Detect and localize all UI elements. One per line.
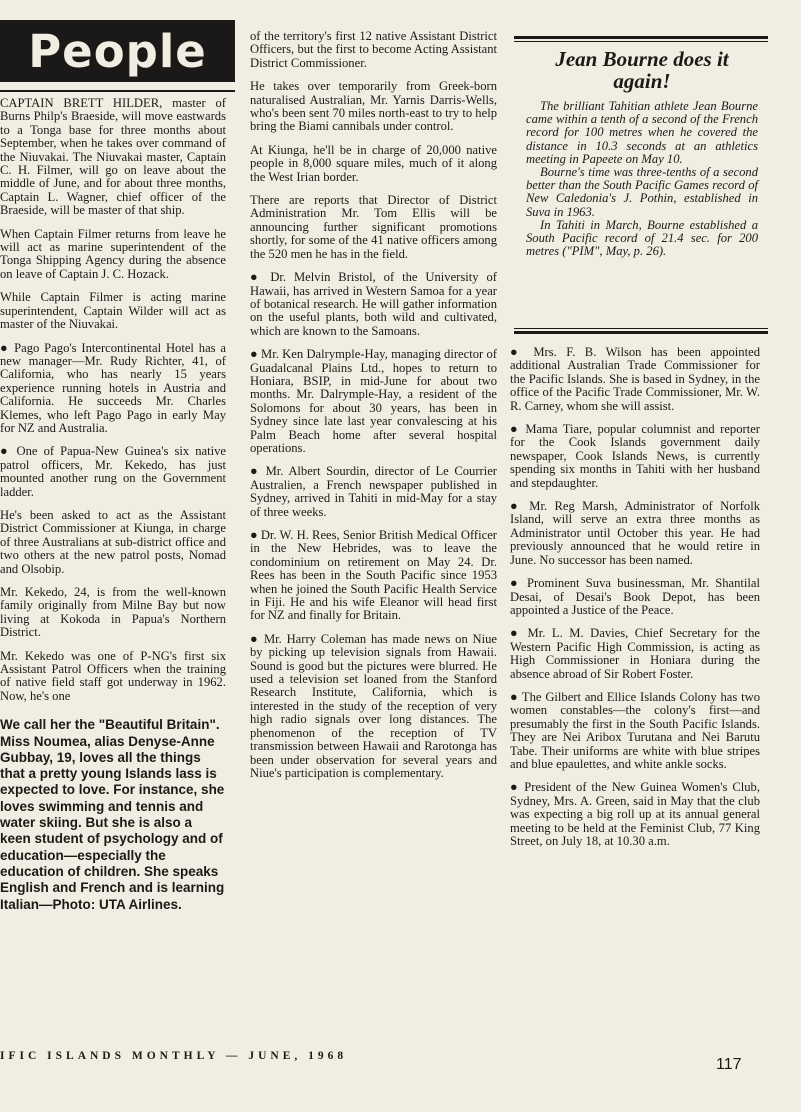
page-number: 117 <box>716 1056 742 1073</box>
article-kekedo-family: Mr. Kekedo, 24, is from the well-known family originally from Milne Bay but now living at Kokoda in Papua's Northern District. <box>0 585 226 640</box>
section-title: People <box>28 24 207 78</box>
article-dalrymple-hay: ● Mr. Ken Dalrymple-Hay, managing director of Guadalcanal Plains Ltd., hopes to return to Honiara, BSIP, in mid-June for about two months. Mr. Dalrymple-Hay, a resident of the Solomons for about 30 years, has been in Sydney since late last year convalescing at his Palm Beach home after several hospital operations. <box>250 347 497 455</box>
article-filmer: When Captain Filmer returns from leave he will act as marine superintendent of the Tonga Shipping Agency during the absence on leave of Captain J. C. Hozack. <box>0 226 226 281</box>
article-wilder: While Captain Filmer is acting marine superintendent, Captain Wilder will act as master of the Niuvakai. <box>0 290 226 332</box>
article-sourdin: ● Mr. Albert Sourdin, director of Le Courrier Australien, a French newspaper published in Sydney, arrived in Tahiti in mid-May for a stay of three weeks. <box>250 464 497 519</box>
article-desai: ● Prominent Suva businessman, Mr. Shantilal Desai, of Desai's Book Depot, has been appointed a Justice of the Peace. <box>510 576 760 617</box>
box-paragraph-1: The brilliant Tahitian athlete Jean Bourne came within a tenth of a second of the French record for 100 metres when he covered the distance in 10.3 seconds at an athletics meeting in Papeete on May 10. <box>526 99 758 166</box>
article-kekedo-training: Mr. Kekedo was one of P-NG's first six Assistant Patrol Officers when the training of native field staff got underway in 1962. Now, he's one <box>0 648 226 703</box>
box-paragraph-2: Bourne's time was three-tenths of a second better than the South Pacific Games record of New Caledonia's J. Pothin, established in Suva in 1963. <box>526 165 758 219</box>
article-womens-club: ● President of the New Guinea Women's Club, Sydney, Mrs. A. Green, said in May that the club was expecting a big roll up at its annual general meeting to be held at the Feminist Club, 77 King Street, on July 18, at 10.30 a.m. <box>510 780 760 848</box>
section-title-banner <box>0 20 235 82</box>
banner-rule <box>0 90 235 92</box>
box-rule-top-thick <box>514 36 768 39</box>
article-marsh: ● Mr. Reg Marsh, Administrator of Norfolk Island, will serve an extra three months as Administrator until October this year. He had previously announced that he would retire in June. No successor has been named. <box>510 499 760 567</box>
article-mama-tiare: ● Mama Tiare, popular columnist and reporter for the Cook Islands government daily newspaper, Cook Islands News, is currently spending six months in Tahiti with her husband and stepdaughter. <box>510 422 760 490</box>
article-rees: ● Dr. W. H. Rees, Senior British Medical Officer in the New Hebrides, was to leave the condominium on retirement on May 24. Dr. Rees has been in the South Pacific since 1953 when he joined the South Pacific Health Service in Fiji. He and his wife Eleanor will head first for NZ and finally for Britain. <box>250 528 497 623</box>
sidebar-box <box>526 42 758 258</box>
column-right <box>510 346 760 858</box>
article-kekedo-kiunga: He's been asked to act as the Assistant District Commissioner at Kiunga, in charge of three Australians at sub-district office and two others at the new patrol posts, Nomad and Olsobip. <box>0 507 226 576</box>
box-title: Jean Bourne does it again! <box>555 47 729 93</box>
box-rule-bottom-thin <box>514 328 768 329</box>
page-footer: IFIC ISLANDS MONTHLY — JUNE, 1968 <box>0 1050 348 1062</box>
article-davies: ● Mr. L. M. Davies, Chief Secretary for the Western Pacific High Commission, is acting as High Commissioner in Honiara during the absence abroad of Sir Robert Foster. <box>510 626 760 681</box>
article-coleman: ● Mr. Harry Coleman has made news on Niue by picking up television signals from Hawaii. Sound is good but the pictures were blurred. He used a television set loaned from the Stanford Research Institute, California, which is interested in the study of the reception of very high radio signals over long distances. The phenomenon of the reception of TV transmission between Hawaii and Rarotonga has been under observation for several years and Niue's participation is complementary. <box>250 631 497 780</box>
photo-caption: We call her the "Beautiful Britain". Miss Noumea, alias Denyse-Anne Gubbay, 19, loves all the things that a pretty young Islands lass is expected to love. For instance, she loves swimming and tennis and water skiing. But she is also a keen student of psychology and of education—especially the education of children. She speaks English and French and is learning Italian—Photo: UTA Airlines. <box>0 717 225 912</box>
box-paragraph-3: In Tahiti in March, Bourne established a South Pacific record of 21.4 sec. for 200 metres ("PIM", May, p. 26). <box>526 217 758 259</box>
article-gilbert-ellice: ● The Gilbert and Ellice Islands Colony has two women constables—the colony's first—and presumably the first in the South Pacific Islands. They are Nei Aribox Turutana and Nei Barutu Tabe. Their uniforms are white with blue stripes and blue epaulettes, and white ankle socks. <box>510 689 760 771</box>
article-kekedo: ● One of Papua-New Guinea's six native patrol officers, Mr. Kekedo, has just mounted another rung on the Government ladder. <box>0 444 226 499</box>
article-hilder: CAPTAIN BRETT HILDER, master of Burns Philp's Braeside, will move eastwards to a Tonga base for three months about September, when he takes over command of the Niuvakai. The Niuvakai master, Captain C. H. Filmer, will go on leave about the middle of June, and for about three months, Captain L. Wagner, chief officer of the Braeside, will be master of that ship. <box>0 96 226 218</box>
box-rule-bottom-thick <box>514 331 768 334</box>
column-left <box>0 97 226 913</box>
article-wilson: ● Mrs. F. B. Wilson has been appointed additional Australian Trade Commissioner for the Pacific Islands. She is based in Sydney, in the office of the Pacific Trade Commissioner, Mr. W. R. Carney, whom she will assist. <box>510 345 760 413</box>
article-bristol: ● Dr. Melvin Bristol, of the University of Hawaii, has arrived in Western Samoa for a year of botanical research. He will gather information on the useful plants, both wild and cultivated, which are known to the Samoans. <box>250 270 497 338</box>
article-pago-pago-hotel: ● Pago Pago's Intercontinental Hotel has a new manager—Mr. Rudy Richter, 41, of California, who has nearly 15 years experience running hotels in Austria and California. He succeeds Mr. Charles Klemes, who left Pago Pago in early May for NZ and Australia. <box>0 340 226 435</box>
article-kekedo-cont: of the territory's first 12 native Assistant District Officers, but the first to become Acting Assistant District Commissioner. <box>250 29 497 70</box>
article-darris-wells: He takes over temporarily from Greek-born naturalised Australian, Mr. Yarnis Darris-Wells, who's been sent 70 miles north-east to try to help bring the Biami cannibals under control. <box>250 79 497 134</box>
article-kiunga: At Kiunga, he'll be in charge of 20,000 native people in 8,000 square miles, much of it along the West Irian border. <box>250 142 497 184</box>
column-middle <box>250 30 497 790</box>
article-ellis-promotions: There are reports that Director of District Administration Mr. Tom Ellis will be announcing further significant promotions shortly, for some of the 41 native officers among the 520 men he has in the field. <box>250 193 497 261</box>
